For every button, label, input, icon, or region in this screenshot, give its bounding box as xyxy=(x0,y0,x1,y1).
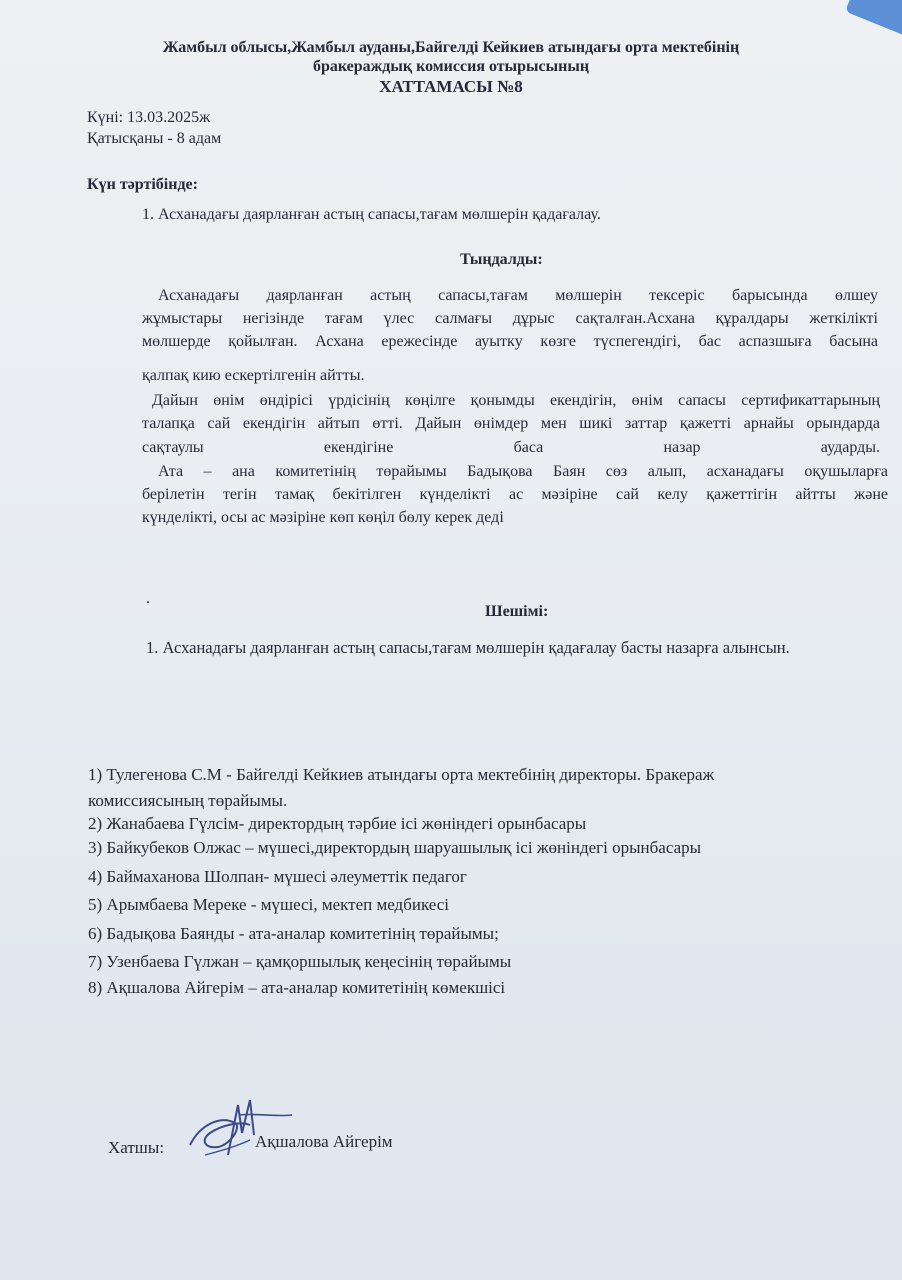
attendees: Қатысқаны - 8 адам xyxy=(87,130,222,147)
header-line-2: бракераждық комиссия отырысының xyxy=(312,58,590,75)
member-line: 2) Жанабаева Гүлсім- директордың тәрбие ісі жөніндегі орынбасары xyxy=(88,814,587,833)
decision-item: 1. Асханадағы даярланған астың сапасы,тағам мөлшерін қадағалау басты назарға алынсын. xyxy=(146,638,790,657)
date: Күні: 13.03.2025ж xyxy=(87,109,211,126)
header-line-1: Жамбыл облысы,Жамбыл ауданы,Байгелді Кейкиев атындағы орта мектебінің xyxy=(162,39,740,56)
member-line: 8) Ақшалова Айгерім – ата-аналар комитетінің көмекшісі xyxy=(88,978,506,997)
heard-line: Асханадағы даярланған астың сапасы,тағам мөлшерін тексеріс барысында өлшеу xyxy=(158,287,878,304)
stray-mark: . xyxy=(146,590,150,607)
member-line: 3) Байкубеков Олжас – мүшесі,директордың шаруашылық ісі жөніндегі орынбасары xyxy=(88,838,702,857)
heard-line: берілетін тегін тамақ бекітілген күнделікті ас мәзіріне сай келу қажеттігін айтты және xyxy=(142,486,888,503)
agenda-item: 1. Асханадағы даярланған астың сапасы,тағам мөлшерін қадағалау. xyxy=(142,206,601,223)
member-line: 7) Узенбаева Гүлжан – қамқоршылық кеңесінің төрайымы xyxy=(88,952,512,971)
member-line: 6) Бадықова Баянды - ата-аналар комитетінің төрайымы; xyxy=(88,924,499,943)
decision-heading: Шешімі: xyxy=(485,603,549,620)
heard-line: Дайын өнім өндірісі үрдісінің көңілге қонымды екендігін, өнім сапасы сертификаттарының xyxy=(152,392,880,409)
heard-heading: Тыңдалды: xyxy=(460,251,543,268)
heard-line: жұмыстары негізінде тағам үлес салмағы дұрыс сақталған.Асхана құралдары жеткілікті xyxy=(142,310,878,327)
heard-line: талапқа сай екендігін айтып өтті. Дайын өнімдер мен шикі заттар қажетті арнайы орындарда xyxy=(142,415,880,432)
member-line: 4) Баймаханова Шолпан- мүшесі әлеуметтік педагог xyxy=(88,867,467,886)
document-title: ХАТТАМАСЫ №8 xyxy=(379,77,523,96)
agenda-heading: Күн тәртібінде: xyxy=(87,176,198,193)
heard-line: мөлшерде қойылған. Асхана ережесінде ауыткy көзге түспегендігі, бас аспазшыға басына xyxy=(142,333,878,350)
heard-line: қалпақ кию ескертілгенін айтты. xyxy=(142,367,365,384)
heard-line: Ата – ана комитетінің төрайымы Бадықова Баян сөз алып, асханадағы оқушыларға xyxy=(158,463,888,480)
heard-line: күнделікті, осы ас мәзіріне көп көңіл бөлу керек деді xyxy=(142,509,504,526)
handwritten-signature xyxy=(180,1085,300,1170)
member-line: 1) Тулегенова С.М - Байгелді Кейкиев атындағы орта мектебінің директоры. Бракераж xyxy=(88,765,715,784)
member-line: комиссиясының төрайымы. xyxy=(88,791,288,810)
secretary-label: Хатшы: xyxy=(108,1138,165,1157)
member-line: 5) Арымбаева Мереке - мүшесі, мектеп медбикесі xyxy=(88,895,450,914)
secretary-name: Ақшалова Айгерім xyxy=(255,1132,393,1151)
heard-line: сақтаулы екендігіне баса назар аударды. xyxy=(142,439,880,456)
